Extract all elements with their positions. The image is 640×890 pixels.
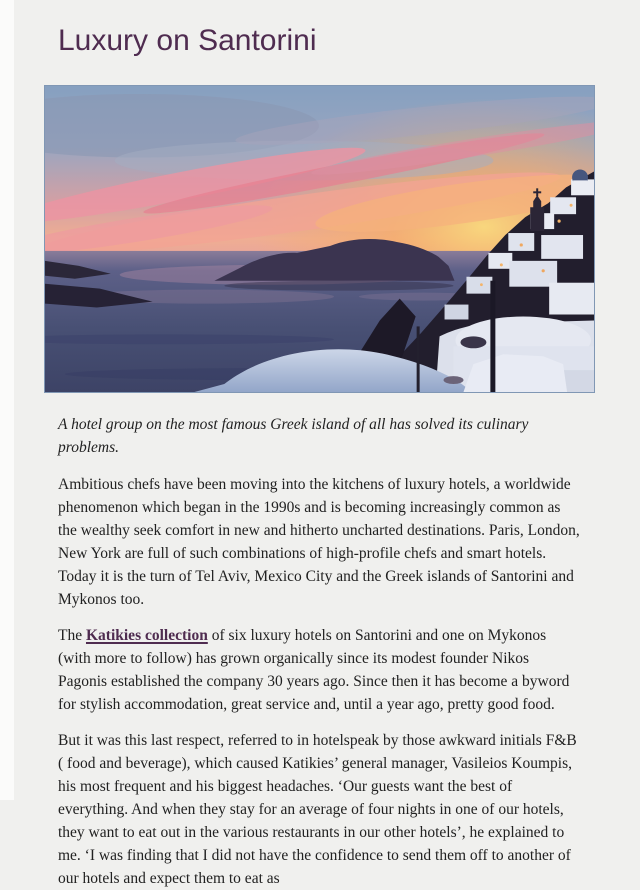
paragraph-2-lead: The — [58, 626, 86, 644]
article — [44, 0, 595, 890]
article-page — [14, 0, 640, 887]
paragraph-2 — [58, 624, 581, 716]
window-left-gutter — [0, 0, 14, 800]
paragraph-2-rest: of six luxury hotels on Santorini and one on Mykonos (with more to follow) has grown organically since its modest founder Nikos Pagonis established the company 30 years ago. Since then it has become a byword for stylish accommodation, great service and, until a year ago, pretty good food. — [58, 626, 570, 713]
santorini-sunset-illustration — [45, 86, 594, 392]
paragraph-1: Ambitious chefs have been moving into the kitchens of luxury hotels, a worldwide phenomenon which began in the 1990s and is becoming increasingly common as the wealthy seek comfort in new and hitherto uncharted destinations. Paris, London, New York are full of such combinations of high-profile chefs and smart hotels. Today it is the turn of Tel Aviv, Mexico City and the Greek islands of Santorini and Mykonos too. — [58, 475, 580, 608]
katikies-collection-link[interactable]: Katikies collection — [85, 626, 208, 644]
paragraph-3: But it was this last respect, referred to in hotelspeak by those awkward initials F&B ( food and beverage), which caused Katikies’ general manager, Vasileios Koumpis, his most frequent and his biggest headaches. ‘Our guests want the best of everything. And when they stay for an average of four nights in one of our hotels, they want to eat out in the various restaurants in our other hotels’, he explained to me. ‘I was finding that I did not have the confidence to send them off to another of our hotels and expect them to eat as — [58, 731, 577, 887]
article-subtitle: A hotel group on the most famous Greek island of all has solved its culinary problems. — [58, 415, 529, 456]
page-title: Luxury on Santorini — [58, 24, 317, 57]
hero-image — [44, 85, 595, 393]
